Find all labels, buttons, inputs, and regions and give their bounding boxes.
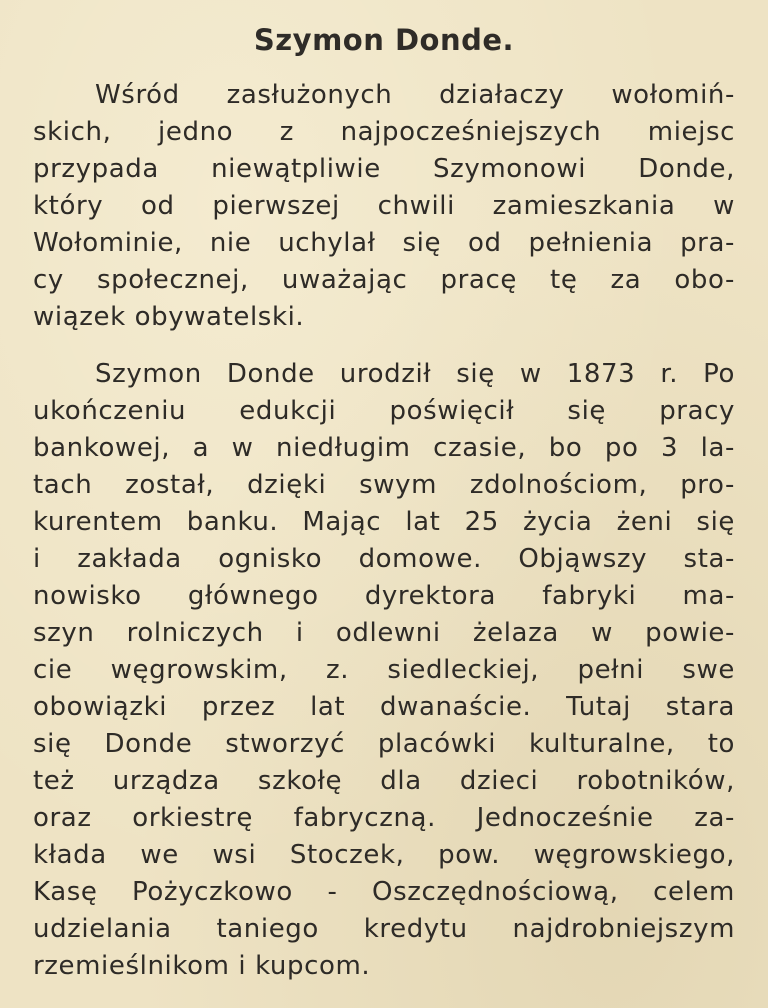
article-title: Szymon Donde. bbox=[253, 23, 515, 57]
paragraph-1-line-7: wiązek obywatelski. bbox=[33, 302, 305, 332]
paragraph-2-line-4: tach został, dzięki swym zdolnościom, pro- bbox=[33, 470, 735, 500]
paragraph-2-line-17: rzemieślnikom i kupcom. bbox=[33, 951, 371, 981]
paragraph-1-line-6: cy społecznej, uważając pracę tę za obo- bbox=[33, 265, 735, 295]
paragraph-2-line-11: się Donde stworzyć placówki kulturalne, to bbox=[33, 729, 735, 759]
paragraph-2-line-14: kłada we wsi Stoczek, pow. węgrowskiego, bbox=[33, 840, 735, 870]
paragraph-2-line-2: ukończeniu edukcji poświęcił się pracy bbox=[33, 396, 735, 426]
paragraph-2-line-10: obowiązki przez lat dwanaście. Tutaj stara bbox=[33, 692, 735, 722]
paragraph-1-line-2: skich, jedno z najpocześniejszych miejsc bbox=[33, 117, 735, 147]
paragraph-2-line-9: cie węgrowskim, z. siedleckiej, pełni swe bbox=[33, 655, 735, 685]
paragraph-2-line-15: Kasę Pożyczkowo - Oszczędnościową, celem bbox=[33, 877, 735, 907]
paragraph-2-line-1: Szymon Donde urodził się w 1873 r. Po bbox=[95, 359, 735, 389]
paragraph-2-line-8: szyn rolniczych i odlewni żelaza w powie- bbox=[33, 618, 735, 648]
paragraph-2-line-7: nowisko głównego dyrektora fabryki ma- bbox=[33, 581, 735, 611]
paragraph-2-line-12: też urządza szkołę dla dzieci robotników, bbox=[33, 766, 735, 796]
paragraph-2-line-13: oraz orkiestrę fabryczną. Jednocześnie za- bbox=[33, 803, 735, 833]
paragraph-1-line-5: Wołominie, nie uchylał się od pełnienia pra- bbox=[33, 228, 735, 258]
paragraph-2-line-6: i zakłada ognisko domowe. Objąwszy sta- bbox=[33, 544, 735, 574]
paragraph-1-line-4: który od pierwszej chwili zamieszkania w bbox=[33, 191, 735, 221]
paragraph-1-line-1: Wśród zasłużonych działaczy wołomiń- bbox=[95, 80, 735, 110]
paragraph-2-line-5: kurentem banku. Mając lat 25 życia żeni się bbox=[33, 507, 735, 537]
paragraph-1-line-3: przypada niewątpliwie Szymonowi Donde, bbox=[33, 154, 735, 184]
paragraph-2-line-16: udzielania taniego kredytu najdrobniejszym bbox=[33, 914, 735, 944]
paragraph-2-line-3: bankowej, a w niedługim czasie, bo po 3 la- bbox=[33, 433, 735, 463]
